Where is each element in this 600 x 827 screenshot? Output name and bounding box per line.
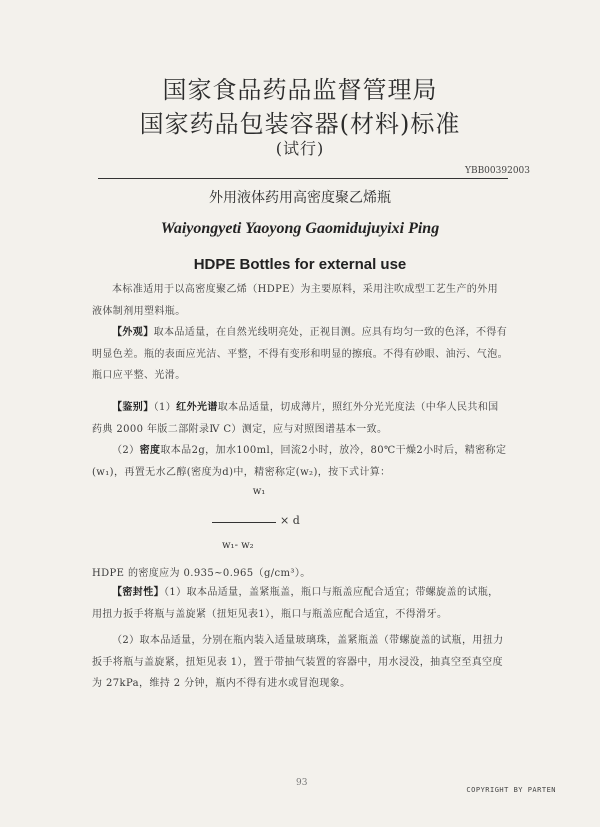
standard-category: 国家药品包装容器(材料)标准 — [139, 110, 461, 138]
standard-number: YBB00392003 — [465, 166, 530, 176]
issuing-authority: 国家食品药品监督管理局 — [162, 76, 438, 104]
formula-numerator: w₁ — [252, 486, 266, 497]
identification-ir-section — [92, 397, 508, 440]
seal-section-1 — [92, 582, 508, 625]
identification-density-section — [92, 440, 508, 483]
chinese-title: 外用液体药用高密度聚乙烯瓶 — [209, 190, 391, 206]
appearance-section — [92, 322, 508, 387]
intro-paragraph: 本标准适用于以高密度聚乙烯（HDPE）为主要原料，采用注吹成型工艺生产的外用液体制剂用塑料瓶。 — [92, 284, 498, 317]
appearance-label: 【外观】 — [112, 327, 154, 338]
seal-item-1: （1）取本品适量，盖紧瓶盖，瓶口与瓶盖应配合适宜；带螺旋盖的试瓶，用扭力扳手将瓶与盖旋紧（扭矩见表1），瓶口与瓶盖应配合适宜，不得滑牙。 — [92, 587, 499, 620]
page-number: 93 — [296, 778, 308, 788]
density-number: （2） — [112, 445, 140, 456]
trial-label: (试行) — [275, 139, 325, 158]
density-text: 取本品2g，加水100ml，回流2小时，放冷，80℃干燥2小时后，精密称定(w₁)，再置无水乙醇(密度为d)中，精密称定(w₂)，按下式计算： — [92, 445, 507, 478]
ir-number: （1） — [153, 402, 177, 413]
seal-section-2: （2）取本品适量，分别在瓶内装入适量玻璃珠，盖紧瓶盖（带螺旋盖的试瓶，用扭力扳手将瓶与盖旋紧，扭矩见表 1），置于带抽气装置的容器中，用水浸没，抽真空至真空度为 27kPa，维持 2 分钟，瓶内不得有进水或冒泡现象。 — [92, 635, 504, 689]
fraction-bar — [212, 522, 276, 523]
identification-label: 【鉴别】 — [112, 402, 154, 413]
pinyin-title: Waiyongyeti Yaoyong Gaomidujuyixi Ping — [160, 220, 440, 237]
english-title: HDPE Bottles for external use — [193, 256, 407, 273]
formula-denominator: w₁- w₂ — [222, 540, 254, 551]
formula-multiplier: × d — [280, 514, 300, 527]
header-divider — [98, 178, 508, 179]
appearance-text: 取本品适量，在自然光线明亮处，正视目测。应具有均匀一致的色泽，不得有明显色差。瓶的表面应光洁、平整，不得有变形和明显的擦痕。不得有砂眼、油污、气泡。瓶口应平整、光滑。 — [92, 327, 508, 381]
ir-text: 取本品适量，切成薄片，照红外分光光度法（中华人民共和国药典 2000 年版二部附录Ⅳ C）测定，应与对照图谱基本一致。 — [92, 402, 499, 435]
density-name: 密度 — [139, 445, 161, 456]
density-specification: HDPE 的密度应为 0.935~0.965（g/cm³）。 — [92, 568, 311, 579]
ir-name: 红外光谱 — [176, 402, 218, 413]
copyright-notice: COPYRIGHT BY PARTEN — [466, 786, 556, 794]
density-formula — [212, 486, 322, 556]
seal-label: 【密封性】 — [112, 587, 164, 598]
